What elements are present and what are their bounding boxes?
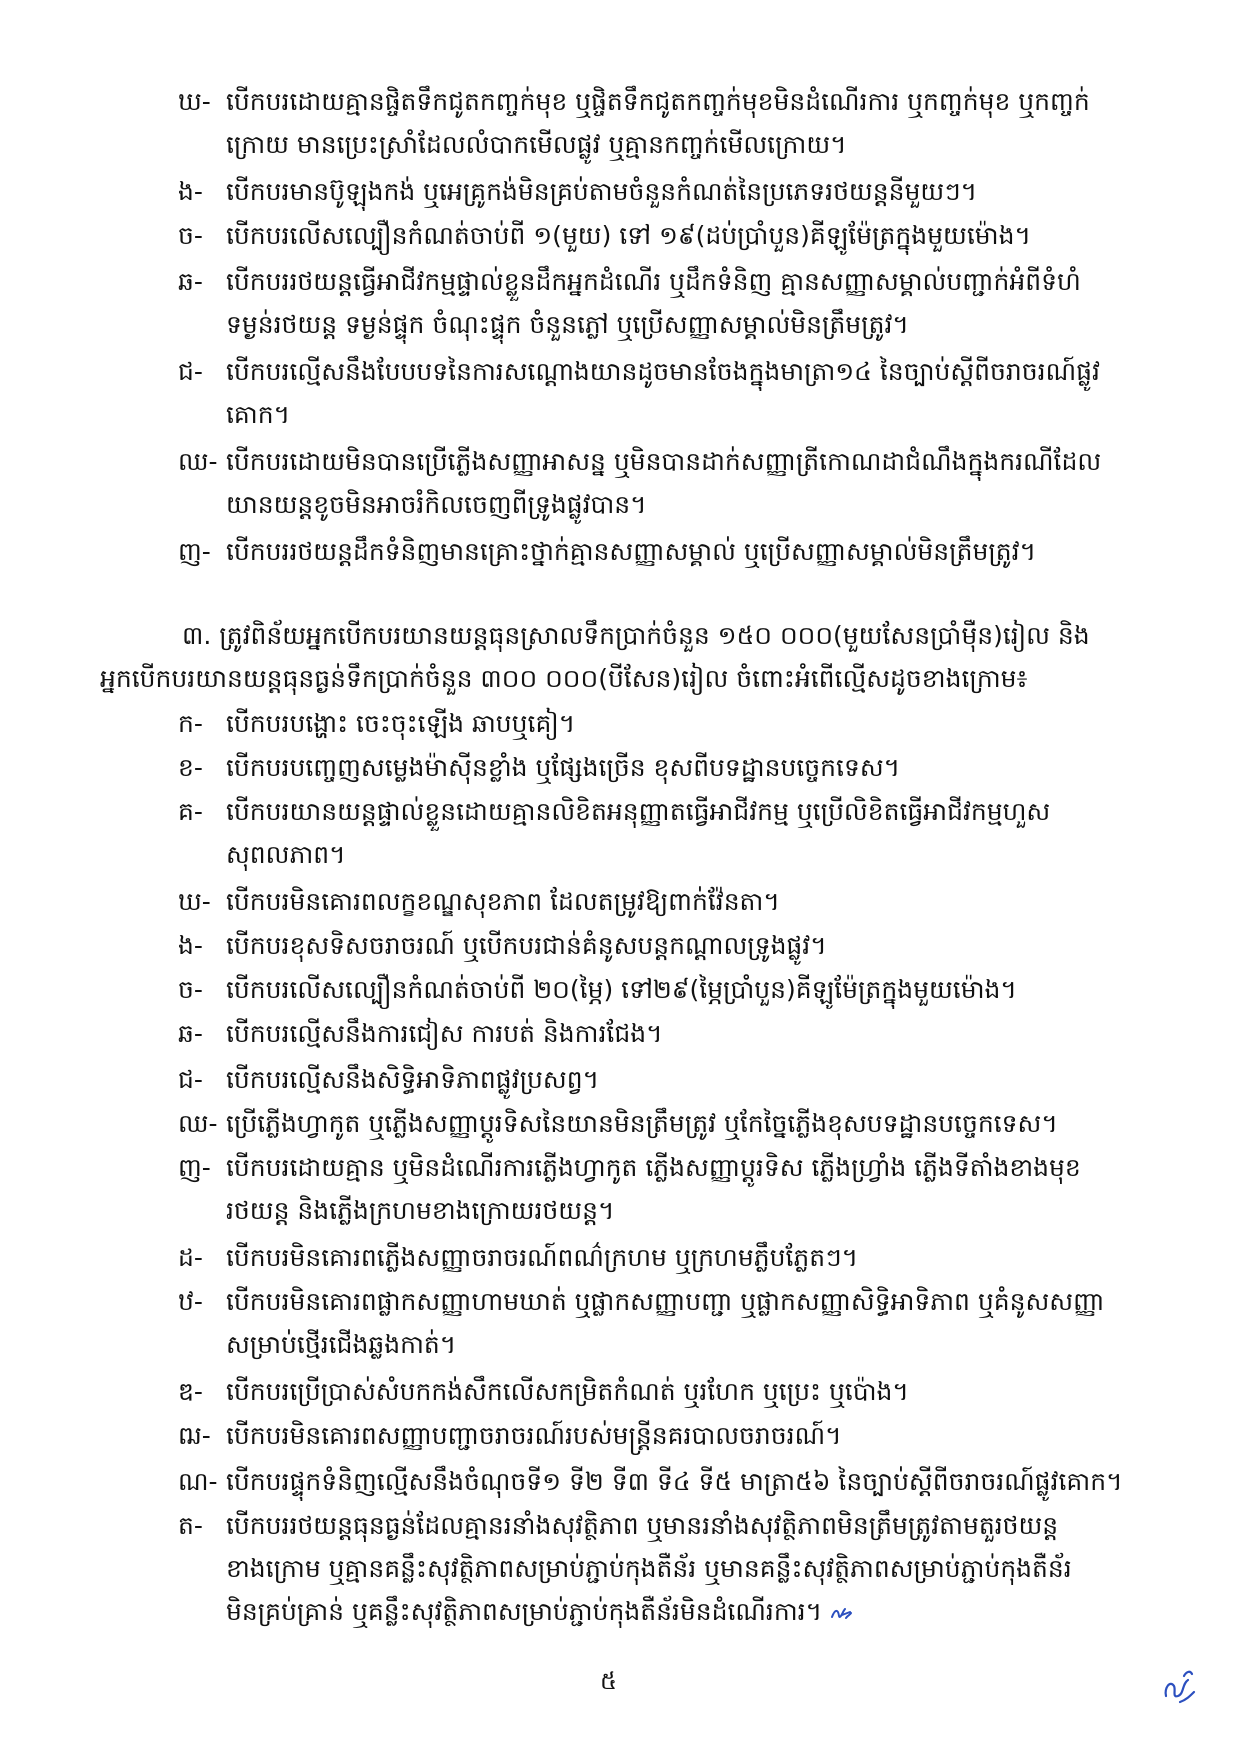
item-label: ត- xyxy=(178,1511,203,1540)
item-text-line: បើកបររថយន្តធ្វើអាជីវកម្មផ្ទាល់ខ្លួនដឹកអ្នកដំណើរ ឬដឹកទំនិញ គ្មានសញ្ញាសម្គាល់បញ្ជាក់អំពីទំហំ xyxy=(226,267,1081,296)
list-item xyxy=(178,1146,1168,1232)
item-text-line: ប្រើភ្លើងហ្វាកូត ឬភ្លើងសញ្ញាប្តូរទិសនៃយានមិនត្រឹមត្រូវ ឬកែច្នៃភ្លើងខុសបទដ្ឋានបច្ចេកទេស។ xyxy=(226,1109,1058,1138)
item-label: ឈ- xyxy=(178,447,218,476)
item-label: ឋ- xyxy=(178,1287,203,1316)
item-label: ខ- xyxy=(178,753,203,782)
item-text-line: បើកបរយានយន្តផ្ទាល់ខ្លួនដោយគ្មានលិខិតអនុញ្ញាតធ្វើអាជីវកម្ម ឬប្រើលិខិតធ្វើអាជីវកម្មហួស xyxy=(226,797,1051,826)
item-text-line: បើកបរដោយគ្មាន ឬមិនដំណើរការភ្លើងហ្វាកូត ភ្លើងសញ្ញាប្តូរទិស ភ្លើងហ្វ្រាំង ភ្លើងទីតាំងខាងមុខ xyxy=(226,1153,1081,1182)
item-label: ឈ- xyxy=(178,1109,218,1138)
item-text-line: បើកបរល្មើសនឹងសិទ្ធិអាទិភាពផ្លូវប្រសព្វ។ xyxy=(226,1065,600,1094)
list-item xyxy=(178,880,1168,923)
paragraph-line: ៣. ត្រូវពិន័យអ្នកបើកបរយានយន្តធុនស្រាលទឹកប្រាក់ចំនួន ១៥០ ០០០(មួយសែនប្រាំម៉ឺន)រៀល និង xyxy=(182,621,1090,650)
item-label: ឆ- xyxy=(178,1019,203,1048)
item-label: ជ- xyxy=(178,1065,203,1094)
list-item xyxy=(178,170,1168,213)
item-label: ញ- xyxy=(178,537,211,566)
item-text-line: បើកបរដោយមិនបានប្រើភ្លើងសញ្ញាអាសន្ន ឬមិនបានដាក់សញ្ញាត្រីកោណដាជំណឹងក្នុងករណីដែល xyxy=(226,447,1102,476)
list-item xyxy=(178,530,1168,573)
list-item xyxy=(178,1236,1168,1279)
item-text-line: ទម្ងន់រថយន្ត ទម្ងន់ផ្ទុក ចំណុះផ្ទុក ចំនួនភ្លៅ ឬប្រើសញ្ញាសម្គាល់មិនត្រឹមត្រូវ។ xyxy=(226,310,909,339)
list-item xyxy=(178,1370,1168,1413)
item-text-line: បើកបរល្មើសនឹងបែបបទនៃការសណ្តោងយានដូចមានចែងក្នុងមាត្រា១៤ នៃច្បាប់ស្តីពីចរាចរណ៍ផ្លូវ xyxy=(226,357,1100,386)
item-label: ច- xyxy=(178,975,203,1004)
item-text-line: ខាងក្រោម ឬគ្មានគន្លឹះសុវត្ថិភាពសម្រាប់ភ្ជាប់កុងតឺន័រ ឬមានគន្លឹះសុវត្ថិភាពសម្រាប់ភ្ជាប់កុងតឺន័រ xyxy=(226,1554,1072,1583)
list-item xyxy=(178,746,1168,789)
item-label: ច- xyxy=(178,221,203,250)
list-item xyxy=(178,260,1168,346)
item-text-line xyxy=(226,1590,1168,1633)
item-text-line: បើកបរលើសល្បឿនកំណត់ចាប់ពី ១(មួយ) ទៅ ១៩(ដប់ប្រាំបួន)គីឡូម៉ែត្រក្នុងមួយម៉ោង។ xyxy=(226,221,1031,250)
list-item xyxy=(178,1280,1168,1366)
handwritten-initial xyxy=(1160,1666,1198,1706)
item-label: ឌ- xyxy=(178,1377,203,1406)
list-item xyxy=(178,790,1168,876)
item-label: ញ- xyxy=(178,1153,211,1182)
item-text-line: បើកបរដោយគ្មានផ្ចិតទឹកជូតកញ្ចក់មុខ ឬផ្ចិតទឹកជូតកញ្ចក់មុខមិនដំណើរការ ឬកញ្ចក់មុខ ឬកញ្ចក់ xyxy=(226,87,1090,116)
item-label: ដ- xyxy=(178,1243,203,1272)
item-label: ង- xyxy=(178,177,203,206)
page-number: ៥ xyxy=(600,1667,617,1695)
item-text-line: បើកបរផ្ទុកទំនិញល្មើសនឹងចំណុចទី១ ទី២ ទី៣ ទី៤ ទី៥ មាត្រា៥៦ នៃច្បាប់ស្តីពីចរាចរណ៍ផ្លូវគោក។ xyxy=(226,1467,1123,1496)
list-item xyxy=(178,1102,1168,1145)
item-label: ឆ- xyxy=(178,267,203,296)
section-paragraph xyxy=(100,614,1170,700)
list-item xyxy=(178,1414,1168,1457)
item-label: ឃ- xyxy=(178,887,211,916)
item-label: ជ- xyxy=(178,357,203,386)
list-item xyxy=(178,1460,1168,1503)
paragraph-line: អ្នកបើកបរយានយន្តធុនធ្ងន់ទឹកប្រាក់ចំនួន ៣០០ ០០០(បីសែន)រៀល ចំពោះអំពើល្មើសដូចខាងក្រោម៖ xyxy=(100,664,1028,693)
item-text-line: បើកបររថយន្តធុនធ្ងន់ដែលគ្មានរនាំងសុវត្ថិភាព ឬមានរនាំងសុវត្ថិភាពមិនត្រឹមត្រូវតាមតួរថយន្ត xyxy=(226,1511,1059,1540)
item-text-line: បើកបរល្មើសនឹងការជៀស ការបត់ និងការជែង។ xyxy=(226,1019,663,1048)
list-item xyxy=(178,1504,1168,1633)
list-item xyxy=(178,1012,1168,1055)
item-text-line: បើកបរមិនគោរពភ្លើងសញ្ញាចរាចរណ៍ពណ៌ក្រហម ឬក្រហមភ្លឹបភ្លែតៗ។ xyxy=(226,1243,859,1272)
list-item xyxy=(178,80,1168,166)
item-text-line: បើកបរមិនគោរពផ្លាកសញ្ញាហាមឃាត់ ឬផ្លាកសញ្ញាបញ្ជា ឬផ្លាកសញ្ញាសិទ្ធិអាទិភាព ឬគំនូសសញ្ញា xyxy=(226,1287,1105,1316)
item-text-line: បើកបររថយន្តដឹកទំនិញមានគ្រោះថ្នាក់គ្មានសញ្ញាសម្គាល់ ឬប្រើសញ្ញាសម្គាល់មិនត្រឹមត្រូវ។ xyxy=(226,537,1037,566)
item-text-line: បើកបរប្រើប្រាស់សំបកកង់សឹកលើសកម្រិតកំណត់ ឬរហែក ឬប្រេះ ឬប៉ោង។ xyxy=(226,1377,909,1406)
item-text-line: យានយន្តខូចមិនអាចរំកិលចេញពីទ្រូងផ្លូវបាន។ xyxy=(226,490,647,519)
list-item xyxy=(178,702,1168,745)
ink-initial-mark xyxy=(830,1603,852,1623)
item-text-line: រថយន្ត និងភ្លើងក្រហមខាងក្រោយរថយន្ត។ xyxy=(226,1196,615,1225)
item-label: ក- xyxy=(178,709,203,738)
item-text-line: បើកបរលើសល្បឿនកំណត់ចាប់ពី ២០(ម្ភៃ) ទៅ២៩(ម្ភៃប្រាំបួន)គីឡូម៉ែត្រក្នុងមួយម៉ោង។ xyxy=(226,975,1017,1004)
item-label: ង- xyxy=(178,931,203,960)
item-text-line: សុពលភាព។ xyxy=(226,840,346,869)
item-text-line: បើកបរមិនគោរពសញ្ញាបញ្ជាចរាចរណ៍របស់មន្រ្តីនគរបាលចរាចរណ៍។ xyxy=(226,1421,842,1450)
item-label: ឍ- xyxy=(178,1421,211,1450)
item-text-tail: មិនគ្រប់គ្រាន់ ឬគន្លឹះសុវត្ថិភាពសម្រាប់ភ្ជាប់កុងតឺន័រមិនដំណើរការ។ xyxy=(226,1597,823,1626)
item-label: ឃ- xyxy=(178,87,211,116)
item-text-line: បើកបរបង្ហោះ ចេះចុះឡើង ឆាបឬគៀ។ xyxy=(226,709,576,738)
list-item xyxy=(178,924,1168,967)
item-text-line: បើកបរខុសទិសចរាចរណ៍ ឬបើកបរជាន់គំនូសបន្តកណ្តាលទ្រូងផ្លូវ។ xyxy=(226,931,827,960)
item-text-line: សម្រាប់ថ្មើរជើងឆ្លងកាត់។ xyxy=(226,1330,457,1359)
list-item xyxy=(178,1058,1168,1101)
item-text-line: ក្រោយ មានប្រេះស្រាំដែលលំបាកមើលផ្លូវ ឬគ្មានកញ្ចក់មើលក្រោយ។ xyxy=(226,130,847,159)
item-label: គ- xyxy=(178,797,203,826)
list-item xyxy=(178,440,1168,526)
list-item xyxy=(178,350,1168,436)
item-text-line: បើកបរមានប៊ូឡុងកង់ ឬអេគ្រូកង់មិនគ្រប់តាមចំនួនកំណត់នៃប្រភេទរថយន្តនីមួយៗ។ xyxy=(226,177,978,206)
list-item xyxy=(178,214,1168,257)
item-label: ណ- xyxy=(178,1467,218,1496)
item-text-line: បើកបរមិនគោរពលក្ខខណ្ឌសុខភាព ដែលតម្រូវឱ្យពាក់វ៉ែនតា។ xyxy=(226,887,780,916)
item-text-line: គោក។ xyxy=(226,400,291,429)
item-text-line: បើកបរបញ្ចេញសម្លេងម៉ាស៊ីនខ្លាំង ឬផ្សែងច្រើន ខុសពីបទដ្ឋានបច្ចេកទេស។ xyxy=(226,753,901,782)
list-item xyxy=(178,968,1168,1011)
